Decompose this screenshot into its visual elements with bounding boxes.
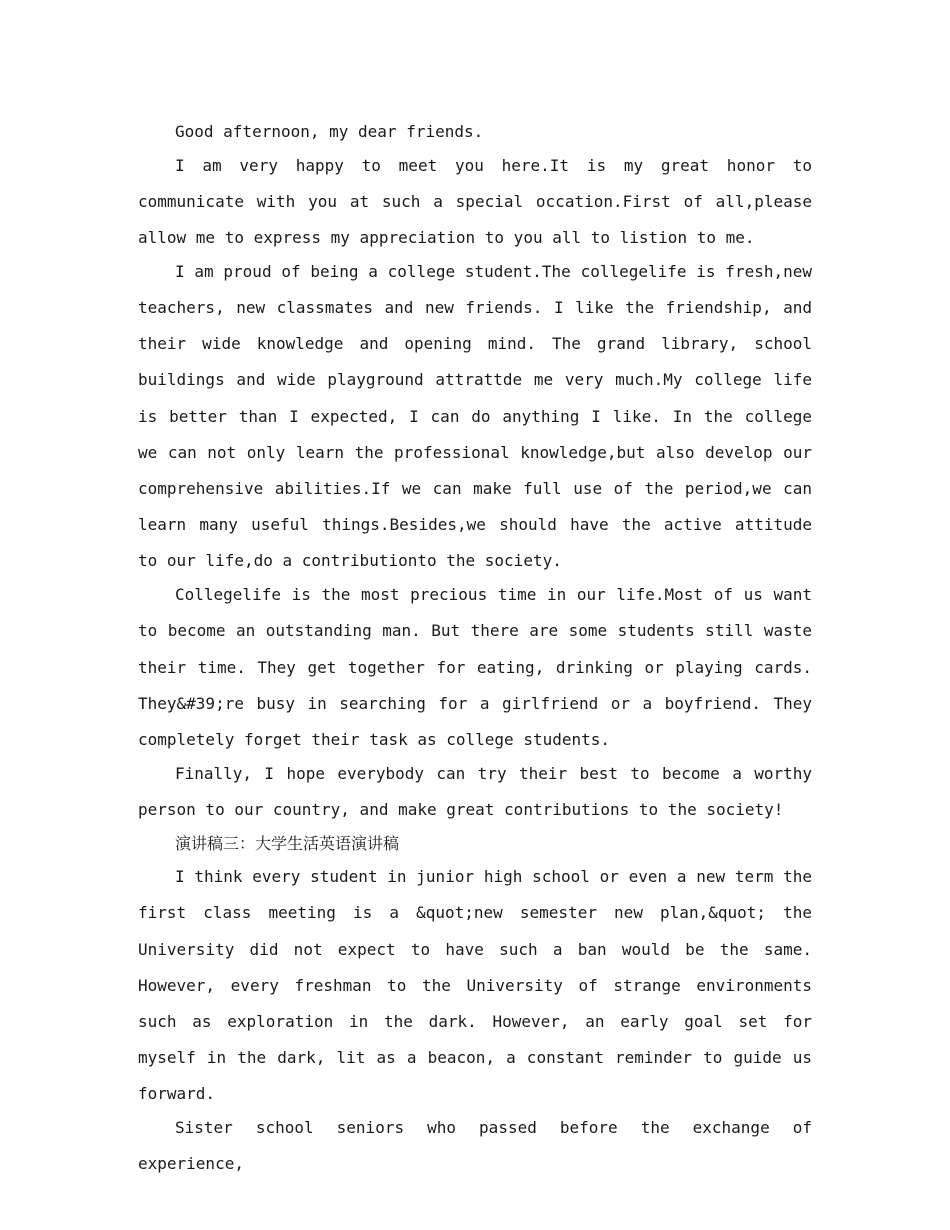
paragraph-junior-high: I think every student in junior high school or even a new term the first class meeting is a &quot;new semester new plan,&quot; the University did not expect to have such a ban would be the same. However, every freshman to the University of strange environments such as exploration in the dark. However, an early goal set for myself in the dark, lit as a beacon, a constant reminder to guide us forward. xyxy=(138,867,812,1104)
paragraph-finally: Finally, I hope everybody can try their best to become a worthy person to our country, and make great contributions to the society! xyxy=(138,763,812,819)
paragraph-greeting: Good afternoon, my dear friends. xyxy=(175,122,484,141)
paragraph-collegelife: Collegelife is the most precious time in our life.Most of us want to become an outstanding man. But there are some students still waste their time. They get together for eating, drinking or playing cards. They&#39;re busy in searching for a girlfriend or a boyfriend. They completely forget their task as college students. xyxy=(138,585,812,749)
paragraph-introduction: I am very happy to meet you here.It is my great honor to communicate with you at such a special occation.First of all,please allow me to express my appreciation to you all to listion to me. xyxy=(138,155,812,248)
paragraph-sister-school: Sister school seniors who passed before the exchange of experience, xyxy=(138,1118,812,1174)
paragraph-college-student: I am proud of being a college student.The collegelife is fresh,new teachers, new classmates and new friends. I like the friendship, and their wide knowledge and opening mind. The grand library, school buildings and wide playground attrattde me very much.My college life is better than I expected, I can do anything I like. In the college we can not only learn the professional knowledge,but also develop our comprehensive abilities.If we can make full use of the period,we can learn many useful things.Besides,we should have the active attitude to our life,do a contributionto the society. xyxy=(138,261,812,571)
document-body xyxy=(138,114,812,1183)
section-heading: 演讲稿三：大学生活英语演讲稿 xyxy=(175,833,400,853)
